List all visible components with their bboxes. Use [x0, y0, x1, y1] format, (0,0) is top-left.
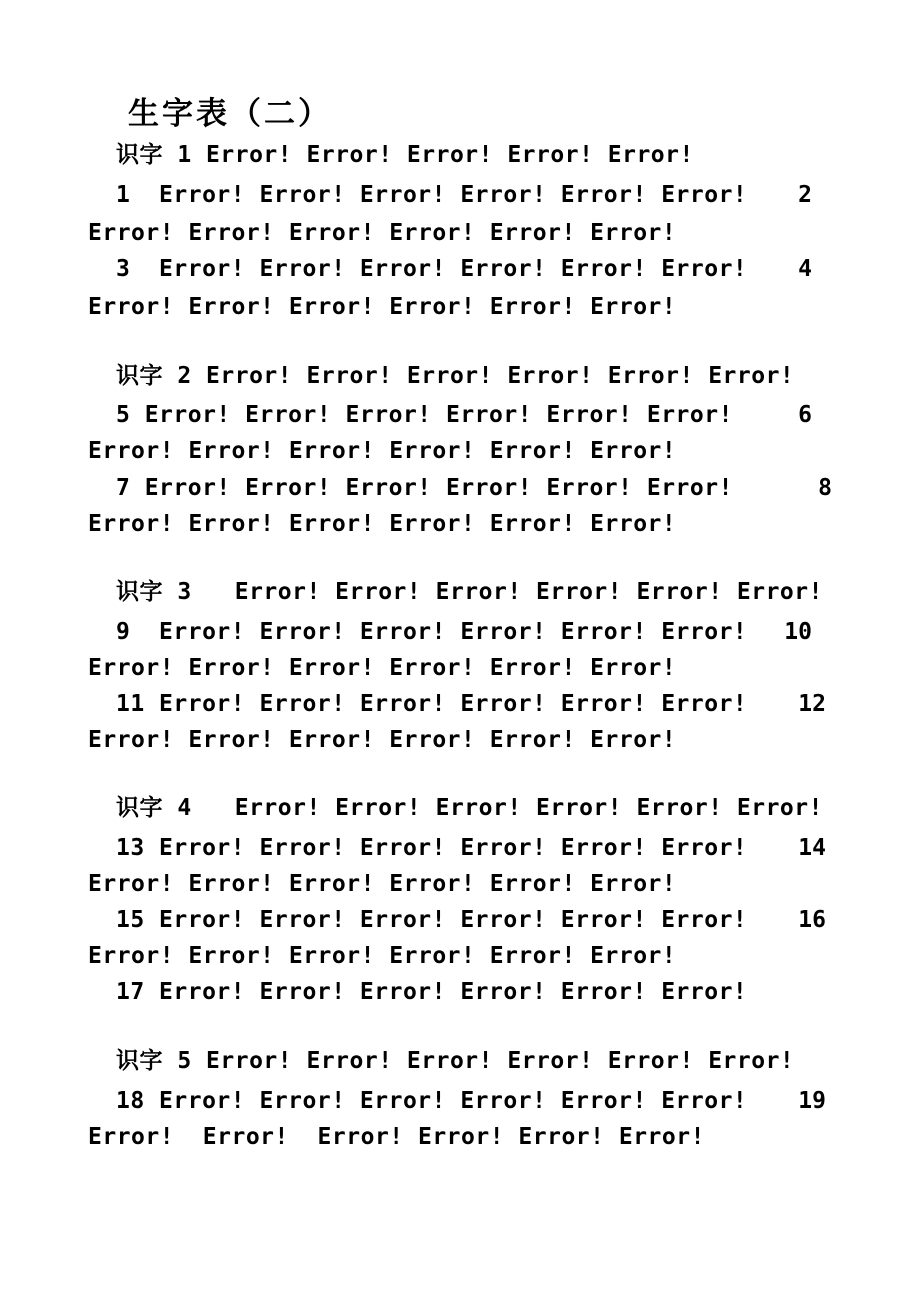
entry-3-line: 3 Error! Error! Error! Error! Error! Error!: [116, 256, 748, 282]
entry-2-number: 2: [798, 182, 812, 208]
section-1-heading: 识字 1 Error! Error! Error! Error! Error!: [116, 142, 694, 168]
entry-8-number: 8: [818, 475, 832, 501]
entry-8-line: Error! Error! Error! Error! Error! Error!: [88, 511, 677, 537]
section-2-heading: 识字 2 Error! Error! Error! Error! Error! Error!: [116, 363, 795, 389]
entry-6-number: 6: [798, 402, 812, 428]
entry-1-line: 1 Error! Error! Error! Error! Error! Error!: [116, 182, 748, 208]
entry-5-line: 5 Error! Error! Error! Error! Error! Error!: [116, 402, 733, 428]
entry-11-line: 11 Error! Error! Error! Error! Error! Error!: [116, 691, 748, 717]
entry-10-number: 10: [784, 619, 812, 645]
section-4-heading: 识字 4 Error! Error! Error! Error! Error! Error!: [116, 795, 823, 821]
entry-7-line: 7 Error! Error! Error! Error! Error! Error!: [116, 475, 733, 501]
entry-17-line: 17 Error! Error! Error! Error! Error! Error!: [116, 979, 748, 1005]
entry-2-line: Error! Error! Error! Error! Error! Error!: [88, 220, 677, 246]
entry-10-line: Error! Error! Error! Error! Error! Error!: [88, 655, 677, 681]
entry-14-number: 14: [798, 835, 826, 861]
entry-12-line: Error! Error! Error! Error! Error! Error!: [88, 727, 677, 753]
entry-6-line: Error! Error! Error! Error! Error! Error!: [88, 438, 677, 464]
entry-16-number: 16: [798, 907, 826, 933]
entry-18-line: 18 Error! Error! Error! Error! Error! Error!: [116, 1088, 748, 1114]
entry-16-line: Error! Error! Error! Error! Error! Error!: [88, 943, 677, 969]
section-5-heading: 识字 5 Error! Error! Error! Error! Error! Error!: [116, 1048, 795, 1074]
entry-13-line: 13 Error! Error! Error! Error! Error! Error!: [116, 835, 748, 861]
entry-19-line: Error! Error! Error! Error! Error! Error!: [88, 1124, 705, 1150]
entry-4-number: 4: [798, 256, 812, 282]
section-3-heading: 识字 3 Error! Error! Error! Error! Error! Error!: [116, 579, 823, 605]
entry-14-line: Error! Error! Error! Error! Error! Error!: [88, 871, 677, 897]
entry-4-line: Error! Error! Error! Error! Error! Error!: [88, 294, 677, 320]
entry-9-line: 9 Error! Error! Error! Error! Error! Error!: [116, 619, 748, 645]
entry-19-number: 19: [798, 1088, 826, 1114]
entry-12-number: 12: [798, 691, 826, 717]
page-title: 生字表（二）: [128, 96, 332, 132]
entry-15-line: 15 Error! Error! Error! Error! Error! Error!: [116, 907, 748, 933]
